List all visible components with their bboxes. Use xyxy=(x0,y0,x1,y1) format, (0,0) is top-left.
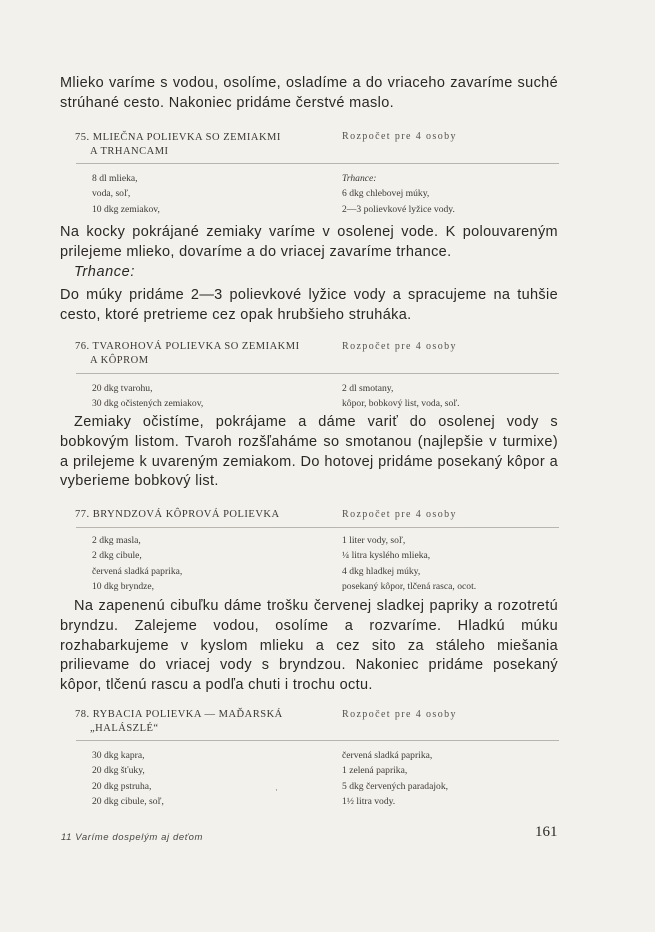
ingredient: 6 dkg chlebovej múky, xyxy=(342,188,430,200)
intro-paragraph: Mlieko varíme s vodou, osolíme, osladíme a do vriaceho zavaríme suché strúhané cesto. Nakoniec pridáme čerstvé maslo. xyxy=(60,75,558,111)
ingredient: 20 dkg cibule, soľ, xyxy=(92,796,164,808)
ingredient: ¼ litra kyslého mlieka, xyxy=(342,550,431,562)
recipe-77-budget: Rozpočet pre 4 osoby xyxy=(342,509,457,520)
ingredient: 20 dkg pstruha, xyxy=(92,780,152,792)
ingredient: 20 dkg šťuky, xyxy=(92,765,145,777)
recipe-78-budget: Rozpočet pre 4 osoby xyxy=(342,709,457,720)
recipe-75-ingredients-right xyxy=(342,171,455,217)
recipe-75-divider xyxy=(76,163,559,164)
ingredient: červená sladká paprika, xyxy=(342,750,433,761)
recipe-75-title xyxy=(75,131,300,159)
ingredient: posekaný kôpor, tlčená rasca, ocot. xyxy=(342,581,477,593)
recipe-75-title-line1: 75. MLIEČNA POLIEVKA SO ZEMIAKMI xyxy=(75,132,281,143)
recipe-78-title xyxy=(75,708,300,736)
recipe-77-ingredients-right xyxy=(342,533,476,595)
signature-mark: 11 Varíme dospelým aj deťom xyxy=(61,832,204,843)
ingredient: 2—3 polievkové lyžice vody. xyxy=(342,203,455,215)
recipe-77-divider xyxy=(76,527,559,528)
recipe-75-ingredients-left xyxy=(92,171,160,217)
ingredient: 10 dkg bryndze, xyxy=(92,581,155,593)
print-speck: · xyxy=(275,785,278,795)
recipe-77-instructions: Na zapenenú cibuľku dáme trošku červenej sladkej papriky a rozotretú bryndzu. Zalejeme vodou, osolíme a rozvaríme. Hladkú múku rozhabarkujeme v kyslom mlieku a cez sito za stáleho miešania prilievame do vriacej vody s bryndzou. Nakoniec pridáme posekaný kôpor, tlčenú rascu a podľa chuti i trochu octu. xyxy=(60,598,558,694)
recipe-77-title-line1: 77. BRYNDZOVÁ KÔPROVÁ POLIEVKA xyxy=(75,509,280,520)
recipe-76-title xyxy=(75,340,300,368)
ingredient: voda, soľ, xyxy=(92,188,131,200)
recipe-76-ingredients-right xyxy=(342,381,460,412)
ingredient: 4 dkg hladkej múky, xyxy=(342,565,421,577)
ingredient: 20 dkg tvarohu, xyxy=(92,383,153,394)
ingredient: 1½ litra vody. xyxy=(342,796,396,808)
recipe-75-budget: Rozpočet pre 4 osoby xyxy=(342,131,457,142)
ingredient: 2 dkg masla, xyxy=(92,535,141,546)
recipe-76-budget: Rozpočet pre 4 osoby xyxy=(342,341,457,352)
ingredient: 2 dl smotany, xyxy=(342,383,394,394)
recipe-76-ingredients-left xyxy=(92,381,203,412)
ingredient: 2 dkg cibule, xyxy=(92,550,142,562)
ingredient: kôpor, bobkový list, voda, soľ. xyxy=(342,398,460,410)
ingredient-subheading: Trhance: xyxy=(342,173,377,184)
recipe-78-title-line1: 78. RYBACIA POLIEVKA — MAĎARSKÁ xyxy=(75,709,283,720)
ingredient: 30 dkg kapra, xyxy=(92,750,145,761)
recipe-76-divider xyxy=(76,373,559,374)
recipe-75-instructions: Na kocky pokrájané zemiaky varíme v osolenej vode. K polouvareným prilejeme mlieko, dovaríme a do vriacej zavaríme trhance. xyxy=(60,224,558,260)
recipe-78-ingredients-right xyxy=(342,748,448,810)
recipe-75-sub-instructions: Do múky pridáme 2—3 polievkové lyžice vody a spracujeme na tuhšie cesto, ktoré pretrieme cez opak hrubšieho struháka. xyxy=(60,287,558,323)
ingredient: 30 dkg očistených zemiakov, xyxy=(92,398,204,410)
ingredient: 10 dkg zemiakov, xyxy=(92,203,160,215)
recipe-78-divider xyxy=(76,740,559,741)
recipe-75-title-line2: A TRHANCAMI xyxy=(90,146,169,157)
ingredient: 8 dl mlieka, xyxy=(92,173,138,184)
recipe-78-title-line2: „HALÁSZLÉ“ xyxy=(90,723,159,734)
ingredient: 1 liter vody, soľ, xyxy=(342,535,406,546)
recipe-76-instructions: Zemiaky očistíme, pokrájame a dáme variť do osolenej vody s bobkovým listom. Tvaroh rozšľaháme so smotanou (najlepšie v turmixe) a prilejeme k uvareným zemiakom. Do hotovej pridáme posekaný kôpor a vyberieme bobkový list. xyxy=(60,414,558,490)
recipe-78-ingredients-left xyxy=(92,748,164,810)
recipe-76-title-line2: A KÔPROM xyxy=(90,355,149,366)
recipe-77-title xyxy=(75,508,300,522)
recipe-76-title-line1: 76. TVAROHOVÁ POLIEVKA SO ZEMIAKMI xyxy=(75,341,300,352)
ingredient: 5 dkg červených paradajok, xyxy=(342,780,449,792)
ingredient: červená sladká paprika, xyxy=(92,565,183,577)
recipe-77-ingredients-left xyxy=(92,533,182,595)
ingredient: 1 zelená paprika, xyxy=(342,765,408,777)
page-number: 161 xyxy=(535,824,558,840)
recipe-75-subheading: Trhance: xyxy=(74,264,135,280)
